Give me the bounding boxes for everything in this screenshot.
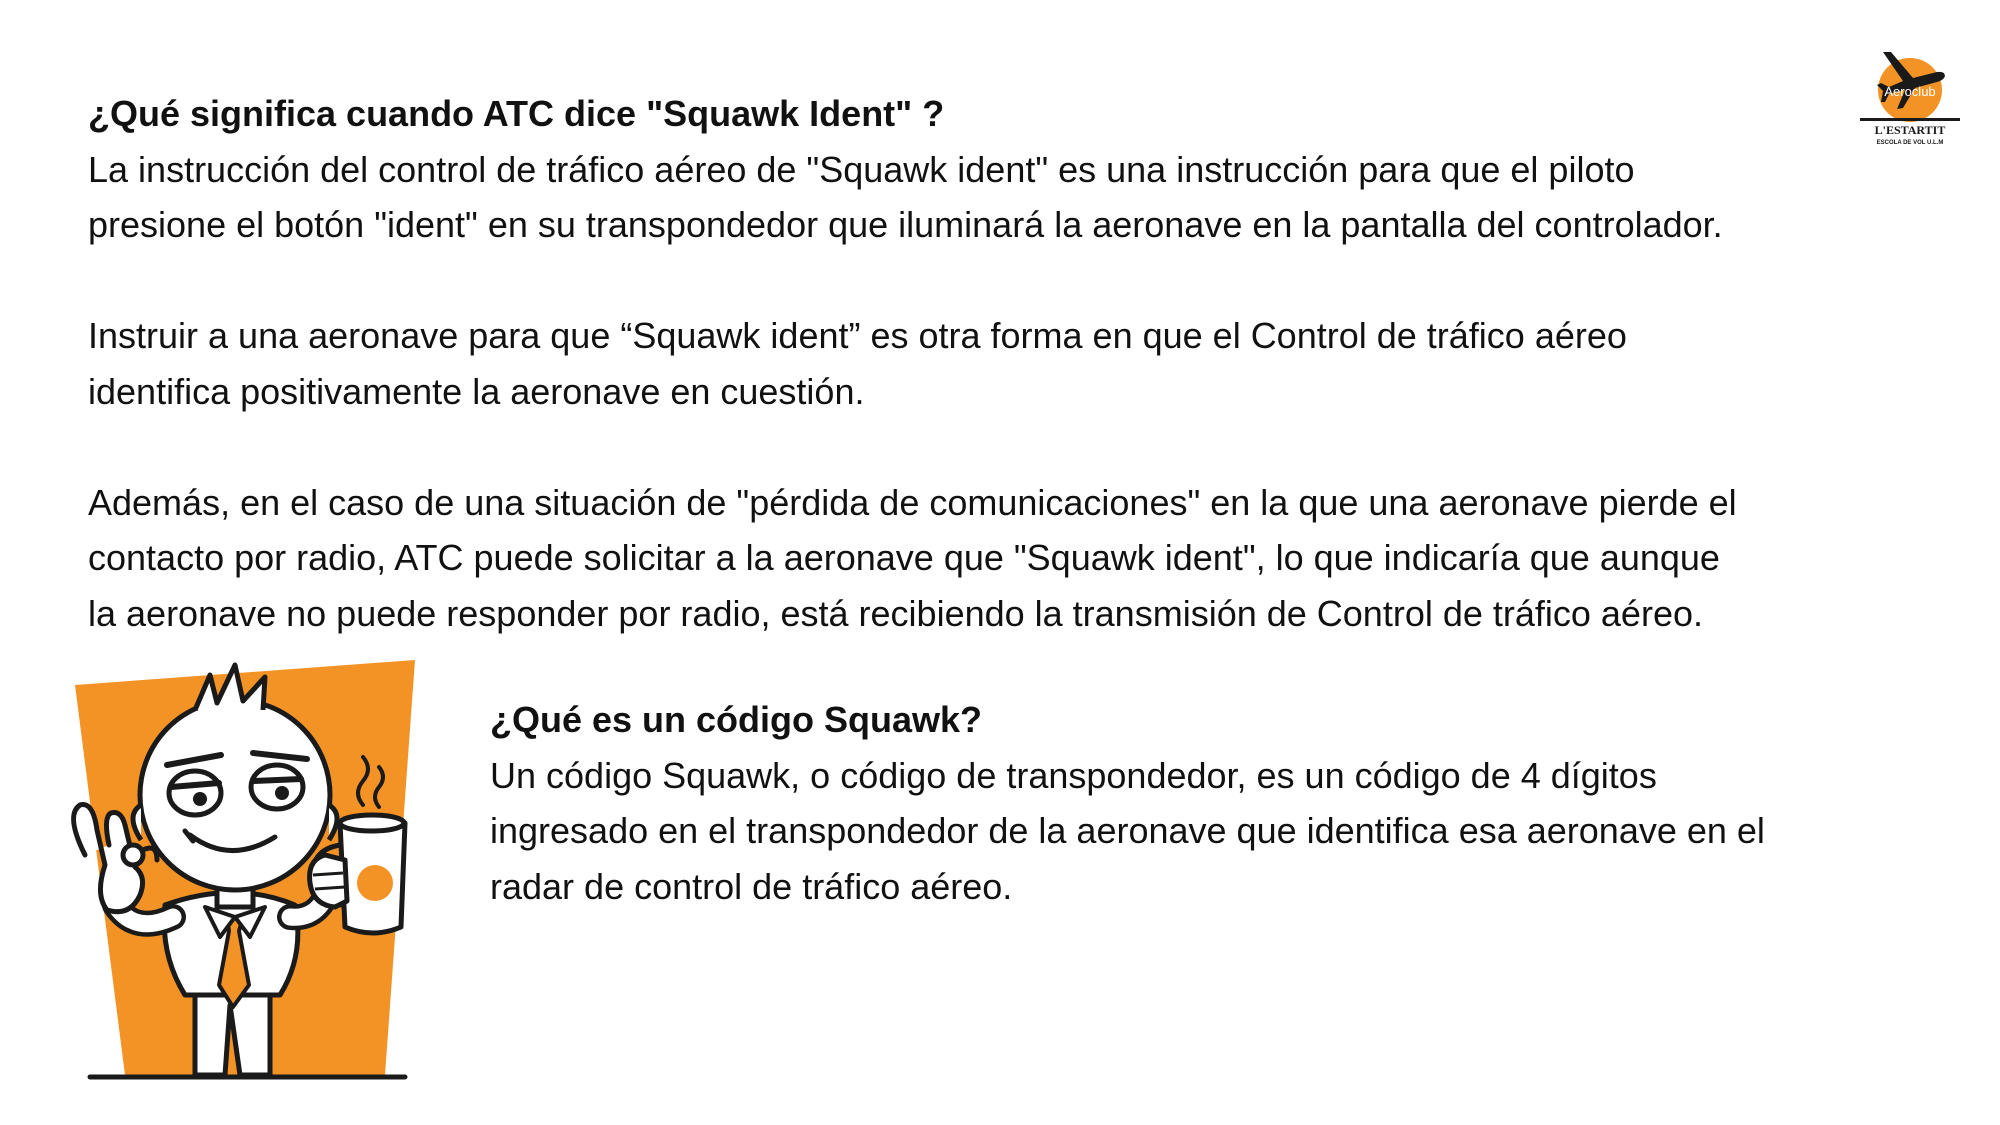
section2-heading: ¿Qué es un código Squawk? [490, 699, 983, 740]
paragraph-3 [88, 475, 1948, 642]
para2-line1: Instruir a una aeronave para que “Squawk ident” es otra forma en que el Control de tráfico aéreo [88, 315, 1627, 356]
logo-subtitle: L'ESTARTIT [1874, 123, 1946, 137]
para3-line2: contacto por radio, ATC puede solicitar a la aeronave que "Squawk ident", lo que indicaría que aunque [88, 537, 1720, 578]
squawk-code-section [490, 692, 1940, 914]
logo-name: Aeroclub [1884, 84, 1936, 99]
section2-line3: radar de control de tráfico aéreo. [490, 865, 1013, 907]
section2-line1: Un código Squawk, o código de transpondedor, es un código de 4 dígitos [490, 754, 1657, 796]
para2-line2: identifica positivamente la aeronave en cuestión. [88, 370, 865, 412]
section1-heading: ¿Qué significa cuando ATC dice "Squawk Ident" ? [88, 93, 945, 134]
character-with-coffee-mug-icon [45, 655, 490, 1085]
main-text-block [88, 86, 1948, 641]
paragraph-1 [88, 86, 1948, 253]
paragraph-2 [88, 308, 1948, 419]
para3-line1: Además, en el caso de una situación de "pérdida de comunicaciones" en la que una aeronave pierde el [88, 481, 1737, 523]
section2-line2: ingresado en el transpondedor de la aeronave que identifica esa aeronave en el [490, 810, 1765, 851]
para3-line3: la aeronave no puede responder por radio, está recibiendo la transmisión de Control de tráfico aéreo. [88, 592, 1703, 634]
logo-tagline: ESCOLA DE VOL U.L.M [1876, 140, 1944, 146]
para1-line1: La instrucción del control de tráfico aéreo de "Squawk ident" es una instrucción para que el piloto [88, 148, 1635, 190]
para1-line2: presione el botón "ident" en su transpondedor que iluminará la aeronave en la pantalla del controlador. [88, 204, 1723, 245]
